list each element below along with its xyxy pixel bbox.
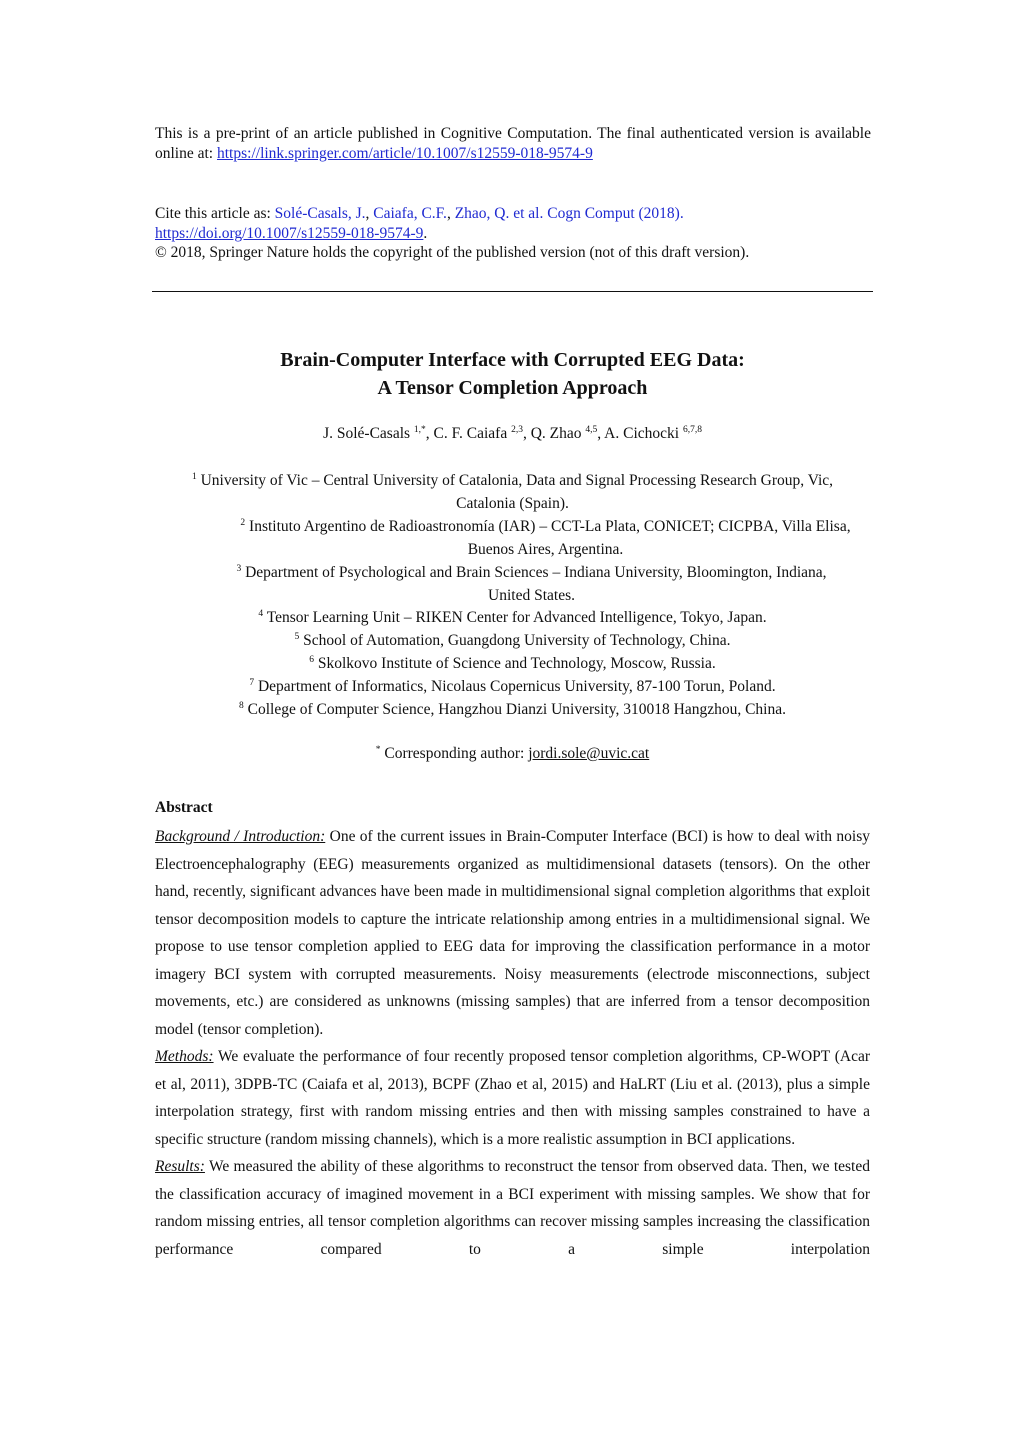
springer-article-link[interactable]: https://link.springer.com/article/10.1007/s12559-018-9574-9 xyxy=(217,144,593,162)
citation-block: Cite this article as: Solé-Casals, J., Caiafa, C.F., Zhao, Q. et al. Cogn Comput (2018). https://doi.org/10.1007/s12559-018-9574-9. © 2018, Springer Nature holds the copyright of the published version (not of this draft version). xyxy=(155,204,871,263)
affiliation-item xyxy=(152,630,873,653)
abstract-methods xyxy=(155,1043,870,1153)
author-superscript: 1,* xyxy=(413,424,426,435)
affiliation-list xyxy=(152,470,873,722)
results-label: Results: xyxy=(155,1158,205,1175)
preprint-notice-text: This is a pre-print of an article published in Cognitive Computation. The final authenticated version is available online at: xyxy=(155,125,871,162)
doi-link[interactable]: https://doi.org/10.1007/s12559-018-9574-9 xyxy=(155,224,424,242)
affiliation-text: Instituto Argentino de Radioastronomía (IAR) – CCT-La Plata, CONICET; CICPBA, Villa Elisa, Buenos Aires, Argentina. xyxy=(249,517,851,558)
affiliation-item xyxy=(152,699,873,722)
affiliation-text: Department of Psychological and Brain Sciences – Indiana University, Bloomington, Indiana, United States. xyxy=(245,563,827,604)
copyright-text: © 2018, Springer Nature holds the copyright of the published version (not of this draft version). xyxy=(155,244,750,261)
affiliation-item xyxy=(152,676,873,699)
background-label: Background / Introduction: xyxy=(155,828,326,845)
abstract-body xyxy=(155,823,870,1263)
corresponding-label: Corresponding author: xyxy=(384,745,525,762)
author-name: Q. Zhao xyxy=(530,425,582,442)
corresponding-marker: * xyxy=(375,744,381,755)
affiliation-item xyxy=(152,516,873,562)
methods-label: Methods: xyxy=(155,1048,214,1065)
cite-author-link-3[interactable]: Zhao, Q. et al. Cogn Comput (2018). xyxy=(454,205,684,222)
cite-label: Cite this article as: xyxy=(155,205,271,222)
affiliation-number: 3 xyxy=(236,563,242,574)
affiliation-number: 2 xyxy=(240,517,246,528)
affiliation-number: 1 xyxy=(191,471,197,482)
cite-author-link-1[interactable]: Solé-Casals, J. xyxy=(274,205,366,222)
background-text: One of the current issues in Brain-Computer Interface (BCI) is how to deal with noisy Electroencephalography (EEG) measurements organized as multidimensional datasets (tensors). On the other hand, recently, significant advances have been made in multidimensional signal completion algorithms that exploit tensor decomposition models to capture the intricate relationship among entries in a multidimensional signal. We propose to use tensor completion applied to EEG data for improving the classification performance in a motor imagery BCI system with corrupted measurements. Noisy measurements (electrode misconnections, subject movements, etc.) are considered as unknowns (missing samples) that are inferred from a tensor decomposition model (tensor completion). xyxy=(155,828,870,1038)
title-line-1: Brain-Computer Interface with Corrupted EEG Data: xyxy=(280,349,745,371)
affiliation-item xyxy=(152,470,873,516)
corresponding-author xyxy=(152,744,873,764)
affiliation-text: Tensor Learning Unit – RIKEN Center for Advanced Intelligence, Tokyo, Japan. xyxy=(266,609,767,627)
author-name: A. Cichocki xyxy=(604,425,680,442)
author-superscript: 6,7,8 xyxy=(682,424,702,435)
preprint-notice xyxy=(155,124,871,163)
affiliation-text: College of Computer Science, Hangzhou Dianzi University, 310018 Hangzhou, China. xyxy=(247,701,786,719)
affiliation-item xyxy=(152,653,873,676)
methods-text: We evaluate the performance of four recently proposed tensor completion algorithms, CP-WOPT (Acar et al, 2011), 3DPB-TC (Caiafa et al, 2013), BCPF (Zhao et al, 2015) and HaLRT (Liu et al. (2013), plus a simple interpolation strategy, first with random missing entries and then with missing samples constrained to have a specific structure (random missing channels), which is a more realistic assumption in BCI applications. xyxy=(155,1048,870,1148)
affiliation-number: 4 xyxy=(258,609,264,620)
affiliation-number: 7 xyxy=(249,678,255,688)
abstract-heading: Abstract xyxy=(155,799,213,816)
corresponding-email-link[interactable]: jordi.sole@uvic.cat xyxy=(528,745,650,762)
affiliation-item xyxy=(152,562,873,608)
affiliation-number: 5 xyxy=(294,632,300,643)
author-name: J. Solé-Casals xyxy=(323,425,411,442)
affiliation-item xyxy=(152,607,873,630)
abstract-results xyxy=(155,1153,870,1263)
affiliation-text: Department of Informatics, Nicolaus Copernicus University, 87-100 Torun, Poland. xyxy=(257,678,776,696)
author-superscript: 4,5 xyxy=(585,424,598,435)
author-list: J. Solé-Casals $^{1,*}$, C. F. Caiafa $^{2,3}$, Q. Zhao $^{4,5}$, A. Cichocki $^{6,7,8}$ xyxy=(323,424,702,442)
results-text: We measured the ability of these algorithms to reconstruct the tensor from observed data. Then, we tested the classification accuracy of imagined movement in a BCI experiment with missing samples. We show that for random missing entries, all tensor completion algorithms can recover missing samples increasing the classification performance compared to a simple interpolation xyxy=(155,1158,870,1258)
affiliation-number: 6 xyxy=(309,655,314,666)
horizontal-rule xyxy=(152,291,873,292)
affiliation-text: Skolkovo Institute of Science and Technology, Moscow, Russia. xyxy=(317,655,716,673)
author-superscript: 2,3 xyxy=(511,424,523,435)
cite-author-link-2[interactable]: Caiafa, C.F. xyxy=(373,205,447,222)
affiliation-text: University of Vic – Central University of Catalonia, Data and Signal Processing Research Group, Vic, Catalonia (Spain). xyxy=(200,472,834,512)
title-line-2: A Tensor Completion Approach xyxy=(377,377,648,399)
paper-title xyxy=(152,346,873,402)
author-name: C. F. Caiafa xyxy=(433,425,508,442)
abstract-background xyxy=(155,823,870,1043)
affiliation-text: School of Automation, Guangdong University of Technology, China. xyxy=(303,632,731,650)
affiliation-number: 8 xyxy=(239,700,244,711)
